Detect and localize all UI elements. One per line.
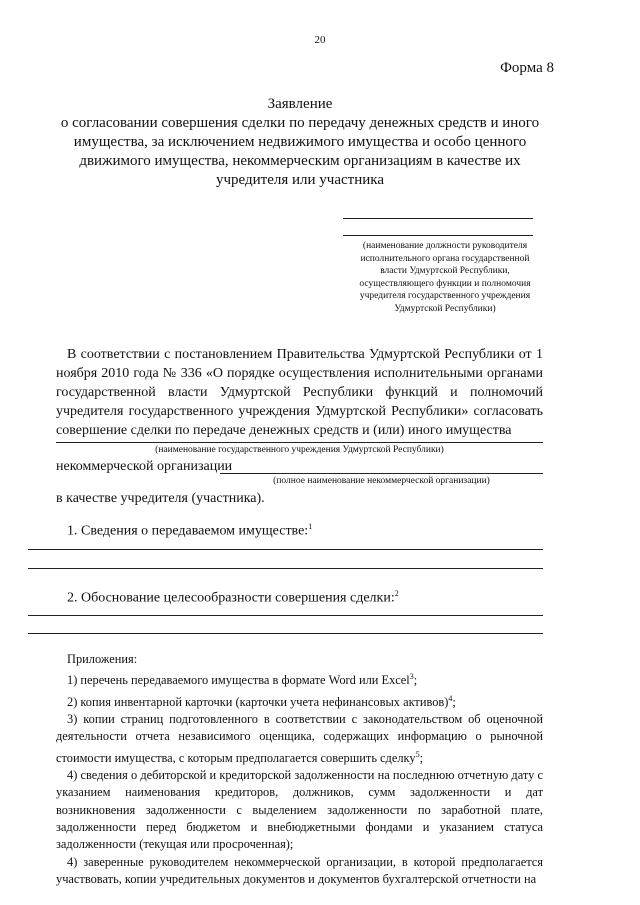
title-line: движимого имущества, некоммерческим организациям в качестве их	[79, 153, 521, 169]
item-text: 3) копии страниц подготовленного в соответствии с законодательством об оценочной деятельности отчета независимого оценщика, содержащих информацию о рыночной стоимости имущества, с которым предполагается совершить сделку	[56, 712, 543, 765]
footnote-ref: 5	[415, 749, 420, 759]
property-fill-line	[28, 549, 543, 550]
nonprofit-caption: (полное наименование некоммерческой организации)	[273, 476, 490, 486]
caption-line: исполнительного органа государственной	[360, 253, 530, 264]
institution-caption: (наименование государственного учреждения Удмуртской Республики)	[155, 445, 444, 455]
caption-line: власти Удмуртской Республики,	[380, 266, 510, 276]
item-text: 1) перечень передаваемого имущества в формате Word или Excel	[67, 673, 410, 688]
addressee-fill-line	[343, 235, 533, 236]
appendix-item	[56, 690, 543, 711]
addressee-fill-line	[343, 218, 533, 219]
justification-fill-line	[28, 615, 543, 616]
page-number: 20	[314, 34, 326, 46]
nonprofit-label: некоммерческой организации	[56, 459, 233, 474]
section-title: 2. Обоснование целесообразности совершения сделки:	[67, 590, 395, 606]
appendix-heading: Приложения:	[67, 652, 138, 666]
caption-line: (наименование должности руководителя	[362, 241, 528, 251]
title-line: учредителя или участника	[216, 172, 384, 188]
caption-line: учредителя государственного учреждения	[359, 291, 531, 301]
property-fill-line	[28, 568, 543, 569]
footnote-ref: 1	[308, 522, 313, 531]
section-title: 1. Сведения о передаваемом имуществе:	[67, 523, 309, 539]
appendix-item	[56, 711, 543, 767]
title-line: о согласовании совершения сделки по передачу денежных средств и иного	[60, 115, 540, 131]
appendix-item: 4) сведения о дебиторской и кредиторской задолженности на последнюю отчетную дату с указанием наименования кредиторов, должников, сумм задолженности и дат возникновения задолженности с выделением задолженности по заработной плате, задолженности перед бюджетом и внебюджетными фондами и указанием статуса задолженности (текущая или просроченная);	[56, 768, 543, 852]
main-paragraph: В соответствии с постановлением Правительства Удмуртской Республики от 1 ноября 2010 года № 336 «О порядке осуществления исполнительными органами государственной власти Удмуртской Республики функций и полномочий учредителя государственного учреждения Удмуртской Республики» согласовать совершение сделки по передаче денежных средств и (или) иного имущества	[56, 347, 543, 438]
footnote-ref: 3	[409, 672, 414, 682]
caption-line: Удмуртской Республики)	[394, 303, 496, 314]
institution-fill-line	[56, 442, 543, 443]
section-justification	[67, 589, 399, 607]
item-end: ;	[419, 750, 424, 765]
nonprofit-fill-line	[220, 473, 543, 474]
capacity-text: в качестве учредителя (участника).	[56, 491, 265, 506]
title-line: имущества, за исключением недвижимого имущества и особо ценного	[73, 134, 527, 150]
footnote-ref: 2	[394, 589, 399, 598]
appendix-list	[56, 651, 543, 888]
form-label: Форма 8	[500, 60, 554, 76]
caption-line: осуществляющего функции и полномочия	[359, 278, 531, 289]
appendix-item: 4) заверенные руководителем некоммерческой организации, в которой предполагается участвовать, копии учредительных документов и документов бухгалтерской отчетности на	[56, 854, 543, 886]
item-end: ;	[413, 673, 418, 688]
document-title	[40, 95, 560, 190]
item-text: 2) копия инвентарной карточки (карточки учета нефинансовых активов)	[67, 694, 449, 709]
appendix-item	[56, 668, 543, 689]
title-line: Заявление	[267, 96, 333, 112]
addressee-caption	[334, 240, 556, 315]
section-property-info	[67, 522, 312, 540]
footnote-ref: 4	[448, 693, 453, 703]
justification-fill-line	[28, 633, 543, 634]
item-end: ;	[452, 694, 456, 709]
